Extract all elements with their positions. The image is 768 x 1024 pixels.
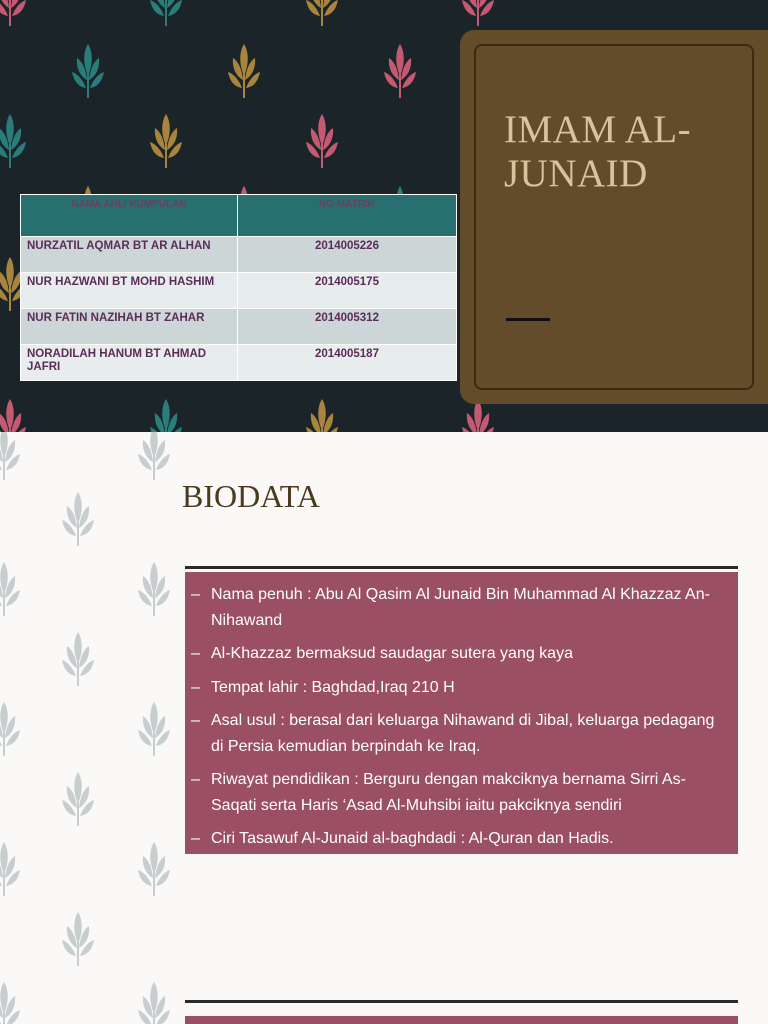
leaf-icon (70, 42, 106, 98)
member-matrik: 2014005187 (238, 345, 457, 381)
leaf-icon (0, 432, 22, 480)
leaf-icon (0, 700, 22, 756)
list-item-text: Riwayat pendidikan : Berguru dengan makciknya bernama Sirri As-Saqati serta Haris ‘Asad Al-Muhsibi iaitu pakciknya sendiri (211, 771, 686, 814)
member-name: NORADILAH HANUM BT AHMAD JAFRI (21, 345, 238, 381)
leaf-icon (148, 112, 184, 168)
leaf-icon (148, 0, 184, 26)
member-name: NUR FATIN NAZIHAH BT ZAHAR (21, 309, 238, 345)
slide-biodata (0, 432, 768, 1024)
title-underline (506, 318, 550, 321)
list-item (185, 641, 728, 667)
leaf-icon (304, 397, 340, 432)
leaf-icon (304, 0, 340, 26)
dash-bullet: – (191, 712, 200, 729)
member-name: NURZATIL AQMAR BT AR ALHAN (21, 237, 238, 273)
table-row (21, 345, 457, 381)
slide-title (0, 0, 768, 432)
leaf-icon (60, 630, 96, 686)
header-name: NAMA AHLI KUMPULAN (21, 195, 238, 237)
leaf-icon (226, 42, 262, 98)
title-card-border (474, 44, 754, 390)
member-matrik: 2014005226 (238, 237, 457, 273)
biodata-heading: BIODATA (182, 478, 320, 514)
dash-bullet: – (191, 771, 200, 788)
leaf-icon (136, 700, 172, 756)
biodata-box (185, 572, 738, 854)
next-box-edge (185, 1016, 738, 1024)
member-matrik: 2014005312 (238, 309, 457, 345)
dash-bullet: – (191, 586, 200, 603)
leaf-icon (0, 0, 28, 26)
header-matrik: NO MATRIK (238, 195, 457, 237)
leaf-icon (0, 397, 28, 432)
leaf-icon (60, 490, 96, 546)
list-item-text: Al-Khazzaz bermaksud saudagar sutera yang kaya (211, 645, 573, 662)
list-item (185, 767, 728, 818)
list-item (185, 675, 728, 701)
leaf-icon (0, 980, 22, 1024)
list-item (185, 708, 728, 759)
member-name: NUR HAZWANI BT MOHD HASHIM (21, 273, 238, 309)
biodata-list (185, 572, 738, 852)
divider-line (185, 1000, 738, 1003)
list-item-text: Asal usul : berasal dari keluarga Nihawand di Jibal, keluarga pedagang di Persia kemudian berpindah ke Iraq. (211, 712, 715, 755)
leaf-icon (304, 112, 340, 168)
table-row (21, 273, 457, 309)
list-item (185, 826, 728, 852)
member-matrik: 2014005175 (238, 273, 457, 309)
leaf-icon (0, 840, 22, 896)
leaf-icon (136, 560, 172, 616)
leaf-icon (136, 840, 172, 896)
table-row (21, 237, 457, 273)
dash-bullet: – (191, 678, 200, 696)
divider-line (185, 566, 738, 569)
leaf-icon (382, 42, 418, 98)
leaf-icon (136, 432, 172, 480)
members-table (20, 194, 457, 381)
dash-bullet: – (191, 645, 200, 662)
table-header-row (21, 195, 457, 237)
slide-title-text: IMAM AL-JUNAID (504, 108, 692, 195)
list-item-text: Nama penuh : Abu Al Qasim Al Junaid Bin Muhammad Al Khazzaz An-Nihawand (211, 586, 710, 629)
list-item (185, 582, 728, 633)
leaf-icon (0, 112, 28, 168)
leaf-icon (460, 0, 496, 26)
leaf-icon (60, 770, 96, 826)
title-card (460, 30, 768, 404)
dash-bullet: – (191, 830, 200, 847)
leaf-icon (148, 397, 184, 432)
leaf-icon (136, 980, 172, 1024)
table-row (21, 309, 457, 345)
list-item-text: Ciri Tasawuf Al-Junaid al-baghdadi : Al-Quran dan Hadis. (211, 830, 614, 847)
leaf-icon (60, 910, 96, 966)
list-item-text: Tempat lahir : Baghdad,Iraq 210 H (211, 678, 455, 696)
leaf-icon (0, 560, 22, 616)
